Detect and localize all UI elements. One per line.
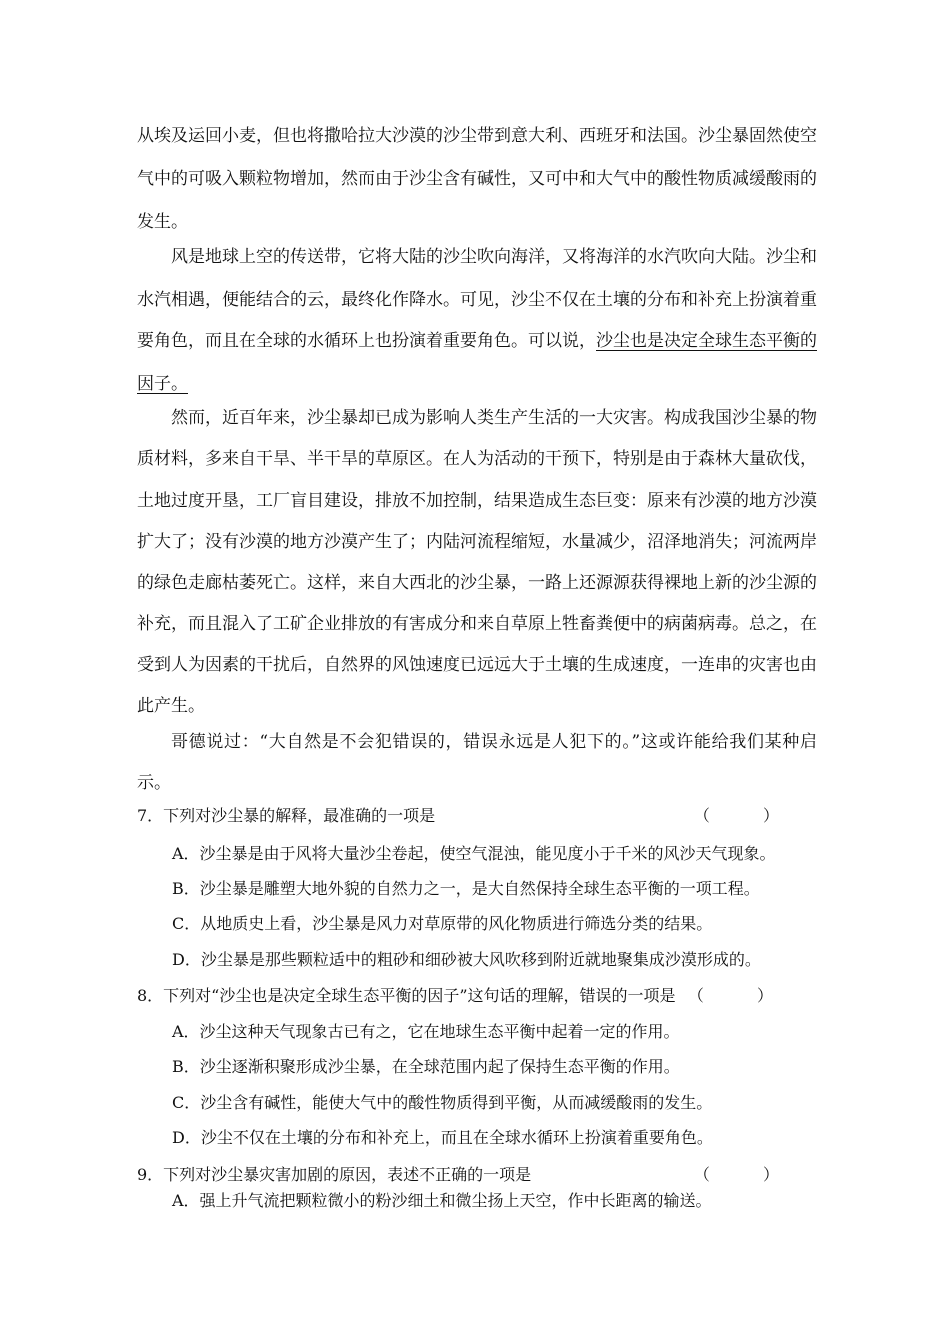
option-c: C．沙尘含有碱性，能使大气中的酸性物质得到平衡，从而减缓酸雨的发生。	[172, 1093, 713, 1112]
passage-line: 然而，近百年来，沙尘暴却已成为影响人类生产生活的一大灾害。构成我国沙尘暴的物	[171, 408, 817, 428]
answer-blank: （ ）	[687, 986, 797, 1005]
option-a: A．强上升气流把颗粒微小的粉沙细土和微尘扬上天空，作中长距离的输送。	[172, 1191, 712, 1210]
passage-line: 风是地球上空的传送带，它将大陆的沙尘吹向海洋，又将海洋的水汽吹向大陆。沙尘和	[171, 247, 817, 267]
passage-line: 受到人为因素的干扰后，自然界的风蚀速度已远远大于土壤的生成速度，一连串的灾害也由	[137, 655, 817, 675]
passage-line: 发生。	[137, 212, 188, 232]
option-a: A．沙尘暴是由于风将大量沙尘卷起，使空气混浊，能见度小于千米的风沙天气现象。	[172, 844, 776, 863]
option-b: B．沙尘逐渐积聚形成沙尘暴，在全球范围内起了保持生态平衡的作用。	[172, 1057, 680, 1076]
option-d: D．沙尘不仅在土壤的分布和补充上，而且在全球水循环上扮演着重要角色。	[172, 1128, 713, 1147]
question-8	[137, 985, 817, 1007]
underlined-phrase: 因子。	[137, 374, 188, 394]
answer-blank: （ ）	[693, 806, 803, 825]
question-stem: 7．下列对沙尘暴的解释，最准确的一项是	[137, 806, 436, 825]
option-b: B．沙尘暴是雕塑大地外貌的自然力之一，是大自然保持全球生态平衡的一项工程。	[172, 879, 760, 898]
question-9	[137, 1164, 817, 1186]
answer-blank: （ ）	[693, 1165, 803, 1184]
passage-line: 扩大了；没有沙漠的地方沙漠产生了；内陆河流程缩短，水量减少，沼泽地消失；河流两岸	[137, 532, 817, 552]
passage-line: 水汽相遇，便能结合的云，最终化作降水。可见，沙尘不仅在土壤的分布和补充上扮演着重	[137, 290, 817, 310]
option-a: A．沙尘这种天气现象古已有之，它在地球生态平衡中起着一定的作用。	[172, 1022, 680, 1041]
passage-line: 补充，而且混入了工矿企业排放的有害成分和来自草原上牲畜粪便中的病菌病毒。总之，在	[137, 614, 817, 634]
question-stem: 8．下列对“沙尘也是决定全球生态平衡的因子”这句话的理解，错误的一项是	[137, 986, 676, 1005]
option-c: C．从地质史上看，沙尘暴是风力对草原带的风化物质进行筛选分类的结果。	[172, 914, 713, 933]
passage-line: 气中的可吸入颗粒物增加，然而由于沙尘含有碱性，又可中和大气中的酸性物质减缓酸雨的	[137, 169, 817, 189]
passage-line: 的绿色走廊枯萎死亡。这样，来自大西北的沙尘暴，一路上还源源获得裸地上新的沙尘源的	[137, 573, 817, 593]
passage-line: 哥德说过：“大自然是不会犯错误的，错误永远是人犯下的。”这或许能给我们某种启	[171, 732, 817, 752]
passage-line	[137, 372, 817, 396]
passage-line: 质材料，多来自干旱、半干旱的草原区。在人为活动的干预下，特别是由于森林大量砍伐，	[137, 449, 817, 469]
question-7	[137, 805, 817, 827]
underlined-phrase: 沙尘也是决定全球生态平衡的	[596, 331, 817, 351]
passage-line: 示。	[137, 773, 171, 793]
question-stem: 9．下列对沙尘暴灾害加剧的原因，表述不正确的一项是	[137, 1165, 532, 1184]
passage-line	[137, 329, 817, 353]
passage-line: 土地过度开垦，工厂盲目建设，排放不加控制，结果造成生态巨变：原来有沙漠的地方沙漠	[137, 491, 817, 511]
option-d: D．沙尘暴是那些颗粒适中的粗砂和细砂被大风吹移到附近就地聚集成沙漠形成的。	[172, 950, 761, 969]
passage-line: 此产生。	[137, 696, 205, 716]
passage-text: 要角色，而且在全球的水循环上也扮演着重要角色。可以说，	[137, 331, 596, 351]
passage-line: 从埃及运回小麦，但也将撒哈拉大沙漠的沙尘带到意大利、西班牙和法国。沙尘暴固然使空	[137, 126, 817, 146]
